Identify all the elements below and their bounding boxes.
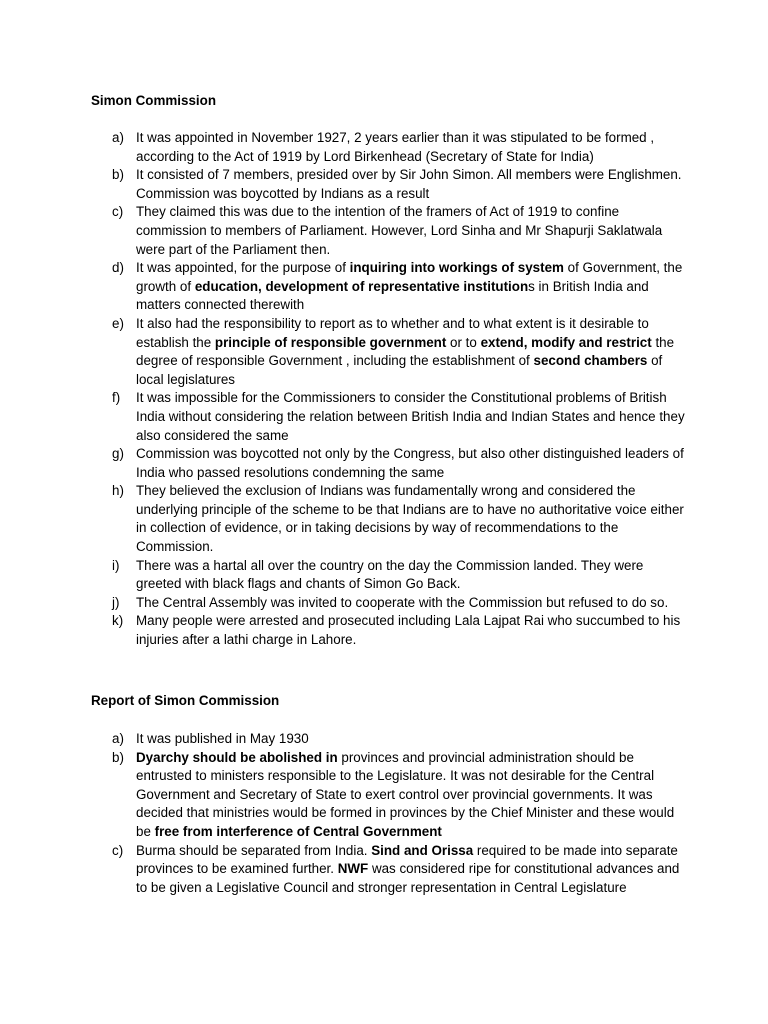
list-marker: g) [112,446,124,462]
section-list-simon-commission [91,129,691,650]
body-text: Commission was boycotted not only by the Congress, but also other distinguished leaders of India who passed resolutions condemning the same [136,446,684,480]
list-marker: i) [112,557,120,573]
body-text: It was published in May 1930 [136,731,309,746]
list-item [91,315,691,389]
body-text: Burma should be separated from India. [136,842,372,858]
list-item [91,594,691,613]
list-marker: c) [112,842,124,858]
list-item-text [136,130,654,164]
emphasis-text: second chambers [533,353,648,369]
body-text: of Government, the growth of [136,260,683,294]
list-item-text [136,483,684,554]
list-item [91,482,691,556]
list-marker: d) [112,260,124,276]
body-text: Many people were arrested and prosecuted including Lala Lajpat Rai who succumbed to his injuries after a lathi charge in Lahore. [136,613,681,648]
body-text: was considered ripe for constitutional advances and to be given a Legislative Council and stronger representation in Central Legislature [136,861,680,895]
list-item-text [136,843,679,895]
list-item [91,259,691,315]
body-text: It was appointed, for the purpose of [136,260,350,276]
list-marker: h) [112,483,124,499]
list-marker: c) [112,204,124,220]
emphasis-text: principle of responsible government [214,334,447,350]
list-item [91,445,691,482]
body-text: The Central Assembly was invited to cooperate with the Commission but refused to do so. [136,594,669,610]
body-text: It was appointed in November 1927, 2 years earlier than it was stipulated to be formed , according to the Act of 1919 by Lord Birkenhead (Secretary of State for India) [136,130,655,164]
list-item-text [136,613,680,647]
body-text: It also had the responsibility to report as to whether and to what extent is it desirable to establish the [136,315,649,350]
list-item-text [136,731,309,746]
list-item-text [136,316,674,387]
emphasis-text: inquiring into workings of system [349,260,564,276]
body-text: required to be made into separate provinces to be examined further. [136,842,678,877]
list-marker: j) [112,594,120,610]
list-marker: f) [112,390,121,406]
list-marker: b) [112,749,124,765]
body-text: They claimed this was due to the intention of the framers of Act of 1919 to confine commission to members of Parliament. However, Lord Sinha and Mr Shapurji Saklatwala were part of the Parliament then. [136,204,663,257]
body-text: It consisted of 7 members, presided over by Sir John Simon. All members were Englishmen. Commission was boycotted by Indians as a result [136,167,682,201]
list-item [91,203,691,259]
list-item-text [136,595,668,610]
list-item-text [136,260,682,312]
section-list-report [91,730,691,897]
emphasis-text: Dyarchy should be abolished in [136,749,338,765]
emphasis-text: education, development of representative institution [194,278,529,294]
list-item [91,612,691,649]
list-marker: k) [112,613,124,629]
body-text: They believed the exclusion of Indians was fundamentally wrong and considered the underlying principle of the scheme to be that Indians are to have no authoritative voice either in collection of evidence, or in taking decisions by way of recommendations to the Commission. [136,483,684,555]
list-item-text [136,446,684,480]
list-item [91,749,691,842]
list-marker: a) [112,130,124,145]
list-item [91,166,691,203]
body-text: or to [446,334,481,350]
list-marker: a) [112,731,124,746]
list-item-text [136,167,682,201]
list-item-text [136,204,662,256]
list-item-text [136,390,685,442]
list-item-text [136,558,643,592]
emphasis-text: extend, modify and restrict [480,334,652,350]
list-item [91,129,691,166]
body-text: provinces and provincial administration should be entrusted to ministers responsible to the Legislature. It was not desirable for the Central Government and Secretary of State to exert control over provincial governments. It was decided that ministries would be formed in provinces by the Chief Minister and these would be [136,749,675,839]
section-title-simon-commission: Simon Commission [91,93,216,108]
emphasis-text: NWF [337,861,369,877]
list-marker: e) [112,315,124,331]
body-text: There was a hartal all over the country on the day the Commission landed. They were greeted with black flags and chants of Simon Go Back. [136,557,644,592]
section-title-report: Report of Simon Commission [91,693,280,708]
list-item-text [136,750,674,839]
emphasis-text: free from interference of Central Government [154,823,442,839]
body-text: s in British India and matters connected therewith [136,278,649,313]
list-marker: b) [112,167,124,183]
emphasis-text: Sind and Orissa [371,842,474,858]
list-item [91,557,691,594]
body-text: the degree of responsible Government , including the establishment of [136,334,675,369]
list-item [91,389,691,445]
list-item [91,730,691,749]
list-item [91,842,691,898]
body-text: It was impossible for the Commissioners to consider the Constitutional problems of British India without considering the relation between British India and Indian States and hence they also considered the same [136,390,685,443]
body-text: of local legislatures [136,353,663,387]
